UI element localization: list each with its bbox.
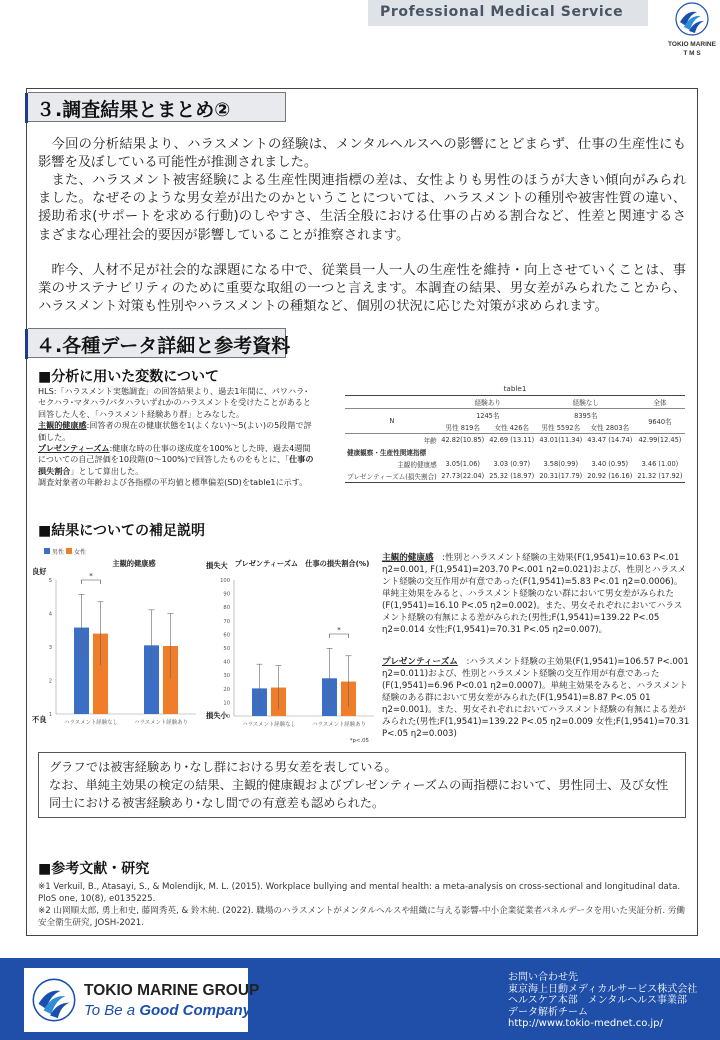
group-header-all: 全体 [635,396,685,409]
n-yes: 1245名 [439,409,537,422]
y-tick-label: 60 [223,632,230,639]
presenteeism-chart [204,554,376,746]
variables-presenteeism [38,443,314,477]
n-no: 8395名 [537,409,635,422]
logo-name: TOKIO MARINE [668,41,716,48]
section4-accent [25,329,28,359]
n-yes-male: 男性 819名 [445,424,480,432]
presenteeism-cell: 27.73(22.04) [439,470,487,483]
note-line-2: なお、単純主効果の検定の結果、主観的健康観およびプレゼンティーズムの両指標において、男性同士、及び女性同士における被害経験あり･なし間での有意差も認められた。 [49,778,669,810]
results-health-body: :性別とハラスメント経験の主効果(F(1,9541)=10.63 P<.01 η2=0.001, F(1,9541)=203.70 P<.001 η2=0.021)および、性別とハラスメント経験の交互作用が有意であった(F(1,9541)=5.83 P<.01 η2=0.0006)。単純主効果をみると、ハラスメント経験のない群において男女差がみられた(F(1,9541)=16.10 P<.05 η2=0.002)。また、男女それぞれにおいてハラスメント経験の有無による差がみられた(男性;F(1,9541)=139.22 P<.05 η2=0.014 女性;F(1,9541)=70.31 P<.05 η2=0.007)。 [382,553,687,635]
y-tick-label: 5 [48,578,52,584]
x-tick-label: ハラスメント経験あり [312,722,366,728]
presenteeism-cell: 20.92 (16.16) [585,470,635,483]
significance-bracket [82,580,101,584]
legend-swatch [66,548,72,554]
contact-heading: お問い合わせ先 [508,972,578,983]
presenteeism-chart-svg [204,554,376,746]
chart-title: 主観的健康感 [112,559,156,568]
results-presenteeism-text [382,656,690,740]
footer-logo-card[interactable] [24,968,260,1032]
section3-paragraph-2: また、ハラスメント被害経験による生産性関連指標の差は、女性よりも男性のほうが大きい傾向がみられました。なぜそのような男女差が出たのかということについては、ハラスメントの種別や被害性質の違い、援助希求(サポートを求める行動)のしやすさ、生活全般における仕事の占める割合など、性差と関連するさまざまな心理社会的要因が影響していることが推察されます。 [38,173,686,243]
results-health-keyword: 主観的健康感 [382,553,434,563]
n-yes-female: 女性 426名 [494,424,529,432]
health-cell: 3.03 (0.97) [493,460,531,468]
chart-title: プレゼンティーズム 仕事の損失割合(%) [234,559,370,568]
results-health-text [382,552,690,636]
x-tick-label: ハラスメント経験なし [242,722,296,728]
results-presenteeism-body: :ハラスメント経験の主効果(F(1,9541)=106.57 P<.001 η2=0.011)および、性別とハラスメント経験の交互作用が有意であった(F(1,9541)=6.96 P<0.01 η2=0.0007)。単純主効果をみると、ハラスメント経験のある群において男女差がみられた(F(1,9541)=8.87 P<.05 01 η2=0.001)。また、男女それぞれにおいてハラスメント経験の有無による差がみられた(男性;F(1,9541)=139.22 P<.05 η2=0.009 女性;F(1,9541)=70.31 P<.05 η2=0.003) [382,657,690,739]
x-tick-label: ハラスメント経験あり [134,720,188,726]
y-tick-label: 30 [223,673,230,680]
header-title: Professional Medical Service [380,4,624,20]
section3-paragraph-3: 昨今、人材不足が社会的な課題になる中で、従業員一人一人の生産性を維持・向上させていくことは、事業のサステナビリティのために重要な取組の一つと言えます。本調査の結果、男女差がみられたことから、ハラスメント対策も性別やハラスメントの種類など、個別の状況に応じた対策が求められます。 [38,263,686,315]
presenteeism-keyword: プレゼンティーズム [38,443,110,454]
health-definition: :回答者の現在の健康状態を1(よくない)～5(よい)の5段階で評価した。 [38,420,312,442]
presenteeism-row-label: プレゼンティーズム(損失割合) [345,470,439,483]
y-top-label: 良好 [32,567,47,576]
chart-footnote: *p<.05 [349,738,369,744]
age-cell: 43.01(11.34) [537,434,585,447]
presenteeism-cell: 21.32 (17.92) [635,470,685,483]
health-cell: 3.46 (1.00) [641,460,679,468]
age-cell: 42.82(10.85) [439,434,487,447]
footer [0,958,720,1040]
age-cell: 42.99(12.45) [635,434,685,447]
n-no-female: 女性 2803名 [590,424,630,432]
reference-1: ※1 Verkuil, B., Atasayi, S., & Molendijk, M. L. (2015). Workplace bullying and mental health: a meta-analysis on cross-sectional and longitudinal data. PloS one, 10(8), e0135225. [38,882,681,904]
table-row [345,470,685,483]
n-all: 9640名 [635,409,685,434]
section3-accent [25,93,28,123]
health-chart-svg [30,544,202,742]
y-bottom-label: 不良 [32,715,47,724]
y-tick-label: 20 [223,686,230,693]
table-section-label: 健康観察・生産性関連指標 [347,449,427,457]
section3-paragraph-1: 今回の分析結果より、ハラスメントの経験は、メンタルヘルスへの影響にとどまらず、仕事の生産性にも影響を及ぼしている可能性が推測されました。 [38,137,686,171]
table1-grid [345,395,685,483]
table-row [345,458,685,470]
loss-ratio-term: 仕事の損失割合 [38,454,314,476]
group-header-no: 経験なし [537,396,635,409]
note-text [49,758,679,812]
presenteeism-definition-end: 」として算出した。 [70,465,144,476]
health-cell: 3.40 (0.95) [591,460,629,468]
variables-health [38,420,314,443]
y-tick-label: 4 [48,611,52,618]
page-header [0,0,720,80]
results-presenteeism-keyword: プレゼンティーズム [382,657,458,667]
footer-contact [508,972,697,1030]
variables-table-note: 調査対象者の年齢および各指標の平均値と標準偏差(SD)をtable1に示す。 [38,477,308,488]
health-cell: 3.58(0.99) [543,460,579,468]
health-row-label: 主観的健康感 [397,461,437,469]
reference-2: ※2 山岡順太郎, 勇上和史, 藤岡秀英, & 鈴木純. (2022). 職場のハラスメントがメンタルヘルスや組織に与える影響-中小企業従業者パネルデータを用いた実証分析. 労働安全衛生研究, JOSH-2021. [38,906,686,928]
health-keyword: 主観的健康感 [38,420,87,431]
significance-bracket [330,634,349,638]
age-cell: 43.47 (14.74) [585,434,635,447]
legend-swatch [44,548,50,554]
legend-label: 女性 [74,549,87,556]
y-tick-label: 40 [223,659,230,666]
presenteeism-definition: :健康な時の仕事の遂成度を100%とした時、過去4週間についての自己評価を10段階(0～100%)で回答したものをもとに、「 [38,443,311,465]
contact-url[interactable]: http://www.tokio-mednet.co.jp/ [508,1018,663,1030]
health-chart [30,544,202,742]
section3-heading [28,92,286,122]
variables-description [38,386,314,489]
n-label: N [345,409,439,434]
tokio-marine-group-emblem-icon [32,978,76,1022]
age-label: 年齢 [345,434,439,447]
group-slogan [84,1002,251,1019]
y-tick-label: 0 [226,714,230,720]
section4-title: ４.各種データ詳細と参考資料 [36,335,291,357]
logo-subname: T M S [683,50,701,57]
note-box [38,752,686,818]
presenteeism-cell: 25.32 (18.97) [487,470,537,483]
significance-marker: * [337,626,341,634]
y-bottom-label: 損失小 [206,711,228,720]
tokio-marine-emblem-icon [675,2,709,36]
slogan-prefix: To Be a [84,1002,140,1019]
y-tick-label: 3 [48,645,52,651]
significance-marker: * [89,572,93,580]
slogan-emphasis: Good Company [139,1002,251,1019]
y-tick-label: 2 [48,678,52,685]
contact-department: ヘルスケア本部 メンタルヘルス事業部 [508,995,687,1007]
x-tick-label: ハラスメント経験なし [64,720,118,726]
age-cell: 42.69 (13.11) [487,434,537,447]
y-tick-label: 1 [48,712,52,718]
contact-company: 東京海上日動メディカルサービス株式会社 [508,983,698,995]
table-row [345,446,685,458]
y-tick-label: 80 [223,605,230,612]
table-row [345,434,685,447]
note-line-1: グラフでは被害経験あり･なし群における男女差を表している。 [49,760,397,774]
presenteeism-cell: 20.31(17.79) [537,470,585,483]
references-heading: ■参考文献・研究 [38,861,150,877]
y-tick-label: 50 [223,646,230,652]
y-tick-label: 100 [220,578,230,584]
contact-team: データ解析チーム [508,1006,588,1018]
legend-label: 男性 [52,549,65,556]
variables-hls: HLS:「ハラスメント実態調査」の回答結果より、過去1年間に、パワハラ･セクハラ･マタハラ/パタハラいずれかのハラスメントを受けたことがあると回答した人を、「ハラスメント経験あり群」とみなした。 [38,386,311,419]
section4-heading [28,328,291,358]
table1-caption: table1 [503,384,527,393]
group-header-yes: 経験あり [439,396,537,409]
y-tick-label: 10 [223,700,230,707]
table1 [345,384,685,483]
variables-heading: ■分析に用いた変数について [38,369,219,385]
y-tick-label: 70 [223,618,230,625]
group-name: TOKIO MARINE GROUP [84,982,260,999]
y-tick-label: 90 [223,591,230,598]
health-cell: 3.05(1.06) [445,460,480,468]
section3-title: ３.調査結果とまとめ② [36,99,231,121]
tokio-marine-logo[interactable] [668,2,716,62]
y-top-label: 損失大 [206,561,228,570]
n-no-male: 男性 5592名 [541,424,581,432]
results-heading: ■結果についての補足説明 [38,523,205,539]
